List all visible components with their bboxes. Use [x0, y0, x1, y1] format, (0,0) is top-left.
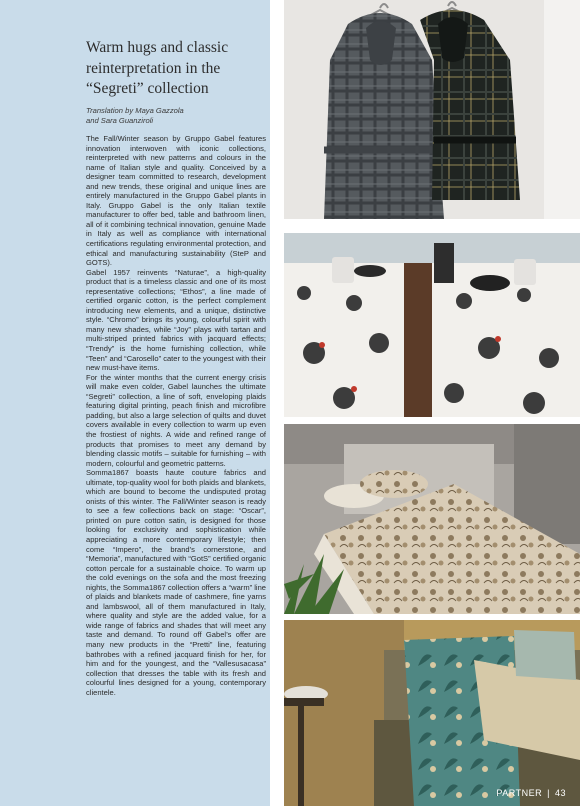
body-paragraph: The Fall/Winter season by Gruppo Gabel features innovation interwoven with iconic collections, reinterpreted with new patterns and colours in the name of Italian style and quality. Conceived by a designer team committed to research, development and new trends, these original and unique lines are entirely manufactured in the Gruppo Gabel plants in Italy. Gruppo Gabel is the only Italian textile manufacturer to offer bed, table and bathroom linen, all of it combining technical innovation, genuine Made in Italy as well as compliance with international certifications regulating environmental protection, and ethical and manufacturing sustainability (SteP and GOTS).: [86, 134, 266, 268]
page-number: 43: [554, 788, 566, 798]
sofa-illustration: [284, 620, 580, 806]
body-paragraph: Gabel 1957 reinvents “Naturae”, a high-quality product that is a timeless classic and one of its most representative collections; “Ethos”, a line made of certified organic cotton, is the perfect complement introducing new elements, and a unique, distinctive style. “Chromo” brings its young, colourful spirit with many new shades, while “Joy” plays with tartan and multi-striped printed fabrics with jacquard effects; “Trendy” is the home furnishing collection, while “Teen” and “Carosello” cater to the youngest with their new must-have items.: [86, 267, 266, 373]
bedroom-photo: [284, 424, 580, 614]
article-body: [86, 134, 266, 697]
bedroom-illustration: [284, 424, 580, 614]
article-headline: Warm hugs and classic reinterpretation in the “Segreti” collection: [86, 39, 229, 97]
tablecloth-illustration: [284, 233, 580, 417]
body-paragraph: For the winter months that the current energy crisis will make even colder, Gabel launches the ultimate “Segreti” collection, a line of soft, enveloping plaids featuring digital printing, peach finish and microfibre padding, but also a large selection of quilts and duvet covers available in every collection to warm up even the frostiest of nights. A wide and refined range of products that promises to meet any demand by blending classic motifs – suitable for furnishing – with modern, colourful and geometric patterns.: [86, 372, 266, 468]
body-paragraph: Somma1867 boasts haute couture fabrics and ultimate, top-quality wool for both plaids and blankets, which are bound to become the undisputed protag onists of this winter. The Fall/Winter season is ready to see a few collections back on stage: “Oscar”, printed on pure cotton satin, is designed for those looking for exclusivity and sophistication while appreciating a more contemporary lifestyle; then come “Impero”, the brand’s cornerstone, and “Memoria”, manufactured with “GotS” certified organic cotton percale for a sustainable choice. To warm up the cold evenings on the sofa and the most freezing nights, the Somma1867 collection offers a “warm” line of plaids and blankets made of cashmere, fine yarns and lambswool, all of them manufactured in Italy, where quality and style are the added value, for a wide range of fabrics and shades that will meet any taste and demand. To round off Gabel’s offer are many new products in the “Pretti” line, featuring bathrobes with a refined jacquard finish for her, for him and for the youngest, and the “Vallesusacasa” collection that dresses the table with its fresh and colourful lines designed for a young, contemporary clientele.: [86, 468, 266, 697]
footer-separator: |: [547, 788, 550, 798]
translation-credit: [86, 106, 266, 126]
sofa-photo: [284, 620, 580, 806]
page-footer: [496, 788, 566, 798]
credit-line: and Sara Guanziroli: [86, 116, 154, 125]
footer-label: PARTNER: [496, 788, 543, 798]
credit-line: Translation by Maya Gazzola: [86, 106, 184, 115]
bathrobes-photo: [284, 0, 580, 219]
tablecloth-photo: [284, 233, 580, 417]
bathrobes-illustration: [284, 0, 580, 219]
